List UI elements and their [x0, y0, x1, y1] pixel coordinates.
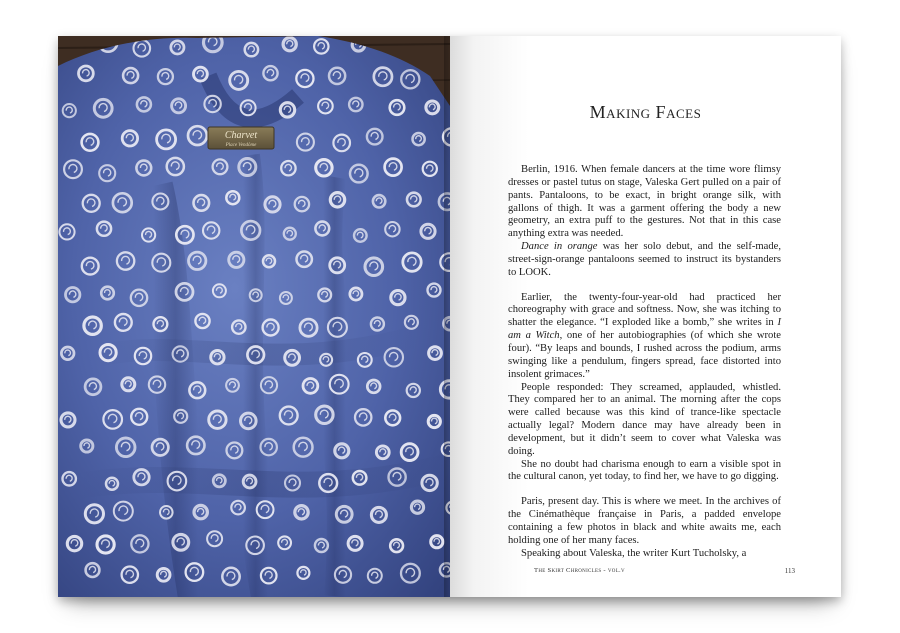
fabric-body	[58, 36, 450, 597]
paragraph-text: Paris, present day. This is where we meet. In the archives of the Cinémathèque française in Paris, a padded envelope containing a few photos in black and white awaits me, each holding one of her many faces.	[508, 496, 781, 546]
paragraph-text: People responded: They screamed, applauded, whistled. They compared her to an animal. The morning after the cops were called because was this kind of trance-like spectacle actually legal? Modern dance may have already been in development, but it didn’t seem to cover what Valeska was doing.	[508, 381, 781, 457]
article-paragraph	[508, 548, 781, 561]
paragraph-text: was her solo debut, and the self-made, street-sign-orange pantaloons seemed to instruct its bystanders to LOOK.	[508, 241, 781, 278]
article-paragraph	[508, 292, 781, 382]
article-paragraph	[508, 459, 781, 485]
paragraph-text: Berlin, 1916. When female dancers at the time wore flimsy dresses or pastel tutus on stage, Valeska Gert pulled on a pair of pants. Pantaloons, to be exact, in bright orange silk, with gallons of thigh. It was a garment offering the body a new geometry, an extra puff to the gestures. Not that in this case anything extra was needed.	[508, 164, 781, 240]
label-subtext: Place Vendôme	[225, 143, 257, 148]
fabric-photo	[58, 36, 450, 597]
left-page-photo	[58, 36, 450, 597]
article-paragraph	[508, 164, 781, 241]
paragraph-text: Speaking about Valeska, the writer Kurt Tucholsky, a	[521, 547, 747, 559]
running-footer: The Skirt Chronicles - vol.v	[534, 567, 625, 574]
magazine-spread	[58, 36, 841, 597]
italic-title: Dance in orange	[521, 241, 598, 253]
page-number: 113	[784, 567, 795, 575]
paragraph-text: She no doubt had charisma enough to earn a visible spot in the cultural canon, yet today, to find her, we have to go digging.	[508, 458, 781, 483]
italic-title: I am a Witch	[508, 317, 781, 342]
paragraph-text: , one of her autobiographies (of which she wrote four). “By leaps and bounds, I rushed across the podium, arms swinging like a pendulum, fingers spread, face distorted into insolent grimaces.”	[508, 330, 781, 380]
label-brand-text: Charvet	[224, 130, 258, 141]
article-title: Making Faces	[589, 102, 702, 122]
article-paragraph	[508, 241, 781, 280]
article-paragraph	[508, 496, 781, 547]
brand-label	[208, 127, 274, 149]
right-page-text	[450, 36, 841, 597]
article-body	[508, 164, 781, 560]
article-paragraph	[508, 382, 781, 459]
paragraph-text: Earlier, the twenty-four-year-old had practiced her choreography with grace and softness. Now, she was itching to shatter the elegance. “I exploded like a bomb,” she writes in	[508, 291, 781, 329]
